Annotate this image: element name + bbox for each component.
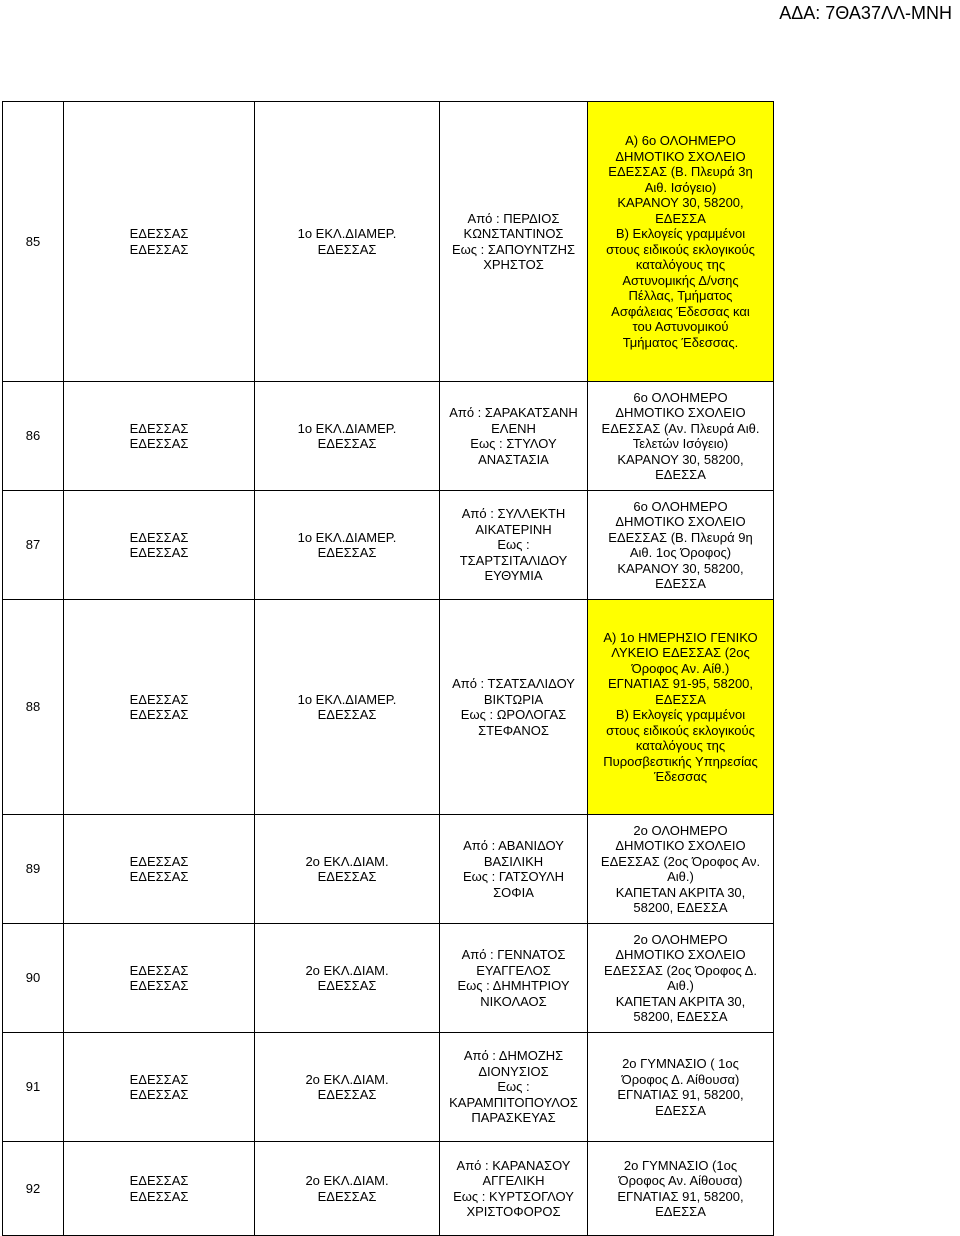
polling-location-cell: 2ο ΟΛΟΗΜΕΡΟ ΔΗΜΟΤΙΚΟ ΣΧΟΛΕΙΟ ΕΔΕΣΣΑΣ (2ος Όροφος Δ. Αιθ.) ΚΑΠΕΤΑΝ ΑΚΡΙΤΑ 30, 58200, ΕΔΕΣΣΑ bbox=[588, 924, 774, 1033]
district-cell: 2ο ΕΚΛ.ΔΙΑΜ. ΕΔΕΣΣΑΣ bbox=[255, 1033, 440, 1142]
polling-location-cell: 2ο ΓΥΜΝΑΣΙΟ (1ος Όροφος Αν. Αίθουσα) ΕΓΝΑΤΙΑΣ 91, 58200, ΕΔΕΣΣΑ bbox=[588, 1142, 774, 1236]
polling-location-cell: 6ο ΟΛΟΗΜΕΡΟ ΔΗΜΟΤΙΚΟ ΣΧΟΛΕΙΟ ΕΔΕΣΣΑΣ (Αν. Πλευρά Αιθ. Τελετών Ισόγειο) ΚΑΡΑΝΟΥ 30, 58200, ΕΔΕΣΣΑ bbox=[588, 382, 774, 491]
district-cell: 1ο ΕΚΛ.ΔΙΑΜΕΡ. ΕΔΕΣΣΑΣ bbox=[255, 600, 440, 815]
municipality-cell: ΕΔΕΣΣΑΣ ΕΔΕΣΣΑΣ bbox=[64, 1033, 255, 1142]
district-cell: 1ο ΕΚΛ.ΔΙΑΜΕΡ. ΕΔΕΣΣΑΣ bbox=[255, 382, 440, 491]
voter-range-cell: Από : ΚΑΡΑΝΑΣΟΥ ΑΓΓΕΛΙΚΗ Εως : ΚΥΡΤΣΟΓΛΟΥ ΧΡΙΣΤΟΦΟΡΟΣ bbox=[440, 1142, 588, 1236]
row-number: 85 bbox=[3, 102, 64, 382]
document-ada-id: ΑΔΑ: 7ΘΑ37ΛΛ-ΜΝΗ bbox=[779, 3, 952, 23]
district-cell: 2ο ΕΚΛ.ΔΙΑΜ. ΕΔΕΣΣΑΣ bbox=[255, 924, 440, 1033]
voter-range-cell: Από : ΔΗΜΟΖΗΣ ΔΙΟΝΥΣΙΟΣ Εως : ΚΑΡΑΜΠΙΤΟΠΟΥΛΟΣ ΠΑΡΑΣΚΕΥΑΣ bbox=[440, 1033, 588, 1142]
table-row bbox=[3, 1033, 959, 1142]
row-number: 90 bbox=[3, 924, 64, 1033]
municipality-cell: ΕΔΕΣΣΑΣ ΕΔΕΣΣΑΣ bbox=[64, 102, 255, 382]
voter-range-cell: Από : ΑΒΑΝΙΔΟΥ ΒΑΣΙΛΙΚΗ Εως : ΓΑΤΣΟΥΛΗ ΣΟΦΙΑ bbox=[440, 815, 588, 924]
table-row bbox=[3, 1142, 959, 1236]
row-number: 88 bbox=[3, 600, 64, 815]
polling-location-cell: Α) 6ο ΟΛΟΗΜΕΡΟ ΔΗΜΟΤΙΚΟ ΣΧΟΛΕΙΟ ΕΔΕΣΣΑΣ (Β. Πλευρά 3η Αιθ. Ισόγειο) ΚΑΡΑΝΟΥ 30, 58200, ΕΔΕΣΣΑ Β) Εκλογείς γραμμένοι στους ειδικούς εκλογικούς καταλόγους της Αστυνομικής Δ/νσης Πέλλας, Τμήματος Ασφάλειας Έδεσσας και του Αστυνομικού Τμήματος Έδεσσας. bbox=[588, 102, 774, 382]
table-row bbox=[3, 815, 959, 924]
district-cell: 1ο ΕΚΛ.ΔΙΑΜΕΡ. ΕΔΕΣΣΑΣ bbox=[255, 491, 440, 600]
municipality-cell: ΕΔΕΣΣΑΣ ΕΔΕΣΣΑΣ bbox=[64, 600, 255, 815]
table-row bbox=[3, 491, 959, 600]
district-cell: 2ο ΕΚΛ.ΔΙΑΜ. ΕΔΕΣΣΑΣ bbox=[255, 1142, 440, 1236]
voter-range-cell: Από : ΣΑΡΑΚΑΤΣΑΝΗ ΕΛΕΝΗ Εως : ΣΤΥΛΟΥ ΑΝΑΣΤΑΣΙΑ bbox=[440, 382, 588, 491]
municipality-cell: ΕΔΕΣΣΑΣ ΕΔΕΣΣΑΣ bbox=[64, 815, 255, 924]
polling-location-cell: 6ο ΟΛΟΗΜΕΡΟ ΔΗΜΟΤΙΚΟ ΣΧΟΛΕΙΟ ΕΔΕΣΣΑΣ (Β. Πλευρά 9η Αιθ. 1ος Όροφος) ΚΑΡΑΝΟΥ 30, 58200, ΕΔΕΣΣΑ bbox=[588, 491, 774, 600]
district-cell: 2ο ΕΚΛ.ΔΙΑΜ. ΕΔΕΣΣΑΣ bbox=[255, 815, 440, 924]
voter-range-cell: Από : ΓΕΝΝΑΤΟΣ ΕΥΑΓΓΕΛΟΣ Εως : ΔΗΜΗΤΡΙΟΥ ΝΙΚΟΛΑΟΣ bbox=[440, 924, 588, 1033]
voter-range-cell: Από : ΣΥΛΛΕΚΤΗ ΑΙΚΑΤΕΡΙΝΗ Εως : ΤΣΑΡΤΣΙΤΑΛΙΔΟΥ ΕΥΘΥΜΙΑ bbox=[440, 491, 588, 600]
row-number: 92 bbox=[3, 1142, 64, 1236]
polling-stations-table bbox=[2, 101, 959, 1236]
row-number: 87 bbox=[3, 491, 64, 600]
polling-location-cell: 2ο ΟΛΟΗΜΕΡΟ ΔΗΜΟΤΙΚΟ ΣΧΟΛΕΙΟ ΕΔΕΣΣΑΣ (2ος Όροφος Αν. Αιθ.) ΚΑΠΕΤΑΝ ΑΚΡΙΤΑ 30, 58200, ΕΔΕΣΣΑ bbox=[588, 815, 774, 924]
polling-location-cell: 2ο ΓΥΜΝΑΣΙΟ ( 1ος Όροφος Δ. Αίθουσα) ΕΓΝΑΤΙΑΣ 91, 58200, ΕΔΕΣΣΑ bbox=[588, 1033, 774, 1142]
district-cell: 1ο ΕΚΛ.ΔΙΑΜΕΡ. ΕΔΕΣΣΑΣ bbox=[255, 102, 440, 382]
voter-range-cell: Από : ΠΕΡΔΙΟΣ ΚΩΝΣΤΑΝΤΙΝΟΣ Εως : ΣΑΠΟΥΝΤΖΗΣ ΧΡΗΣΤΟΣ bbox=[440, 102, 588, 382]
polling-location-cell: Α) 1ο ΗΜΕΡΗΣΙΟ ΓΕΝΙΚΟ ΛΥΚΕΙΟ ΕΔΕΣΣΑΣ (2ος Όροφος Αν. Αίθ.) ΕΓΝΑΤΙΑΣ 91-95, 58200, ΕΔΕΣΣΑ Β) Εκλογείς γραμμένοι στους ειδικούς εκλογικούς καταλόγους της Πυροσβεστικής Υπηρεσίας Έδεσσας bbox=[588, 600, 774, 815]
municipality-cell: ΕΔΕΣΣΑΣ ΕΔΕΣΣΑΣ bbox=[64, 924, 255, 1033]
row-number: 89 bbox=[3, 815, 64, 924]
row-number: 86 bbox=[3, 382, 64, 491]
table-row bbox=[3, 600, 959, 815]
municipality-cell: ΕΔΕΣΣΑΣ ΕΔΕΣΣΑΣ bbox=[64, 1142, 255, 1236]
table-row bbox=[3, 382, 959, 491]
municipality-cell: ΕΔΕΣΣΑΣ ΕΔΕΣΣΑΣ bbox=[64, 491, 255, 600]
voter-range-cell: Από : ΤΣΑΤΣΑΛΙΔΟΥ ΒΙΚΤΩΡΙΑ Εως : ΩΡΟΛΟΓΑΣ ΣΤΕΦΑΝΟΣ bbox=[440, 600, 588, 815]
table-row bbox=[3, 102, 959, 382]
municipality-cell: ΕΔΕΣΣΑΣ ΕΔΕΣΣΑΣ bbox=[64, 382, 255, 491]
table-row bbox=[3, 924, 959, 1033]
row-number: 91 bbox=[3, 1033, 64, 1142]
